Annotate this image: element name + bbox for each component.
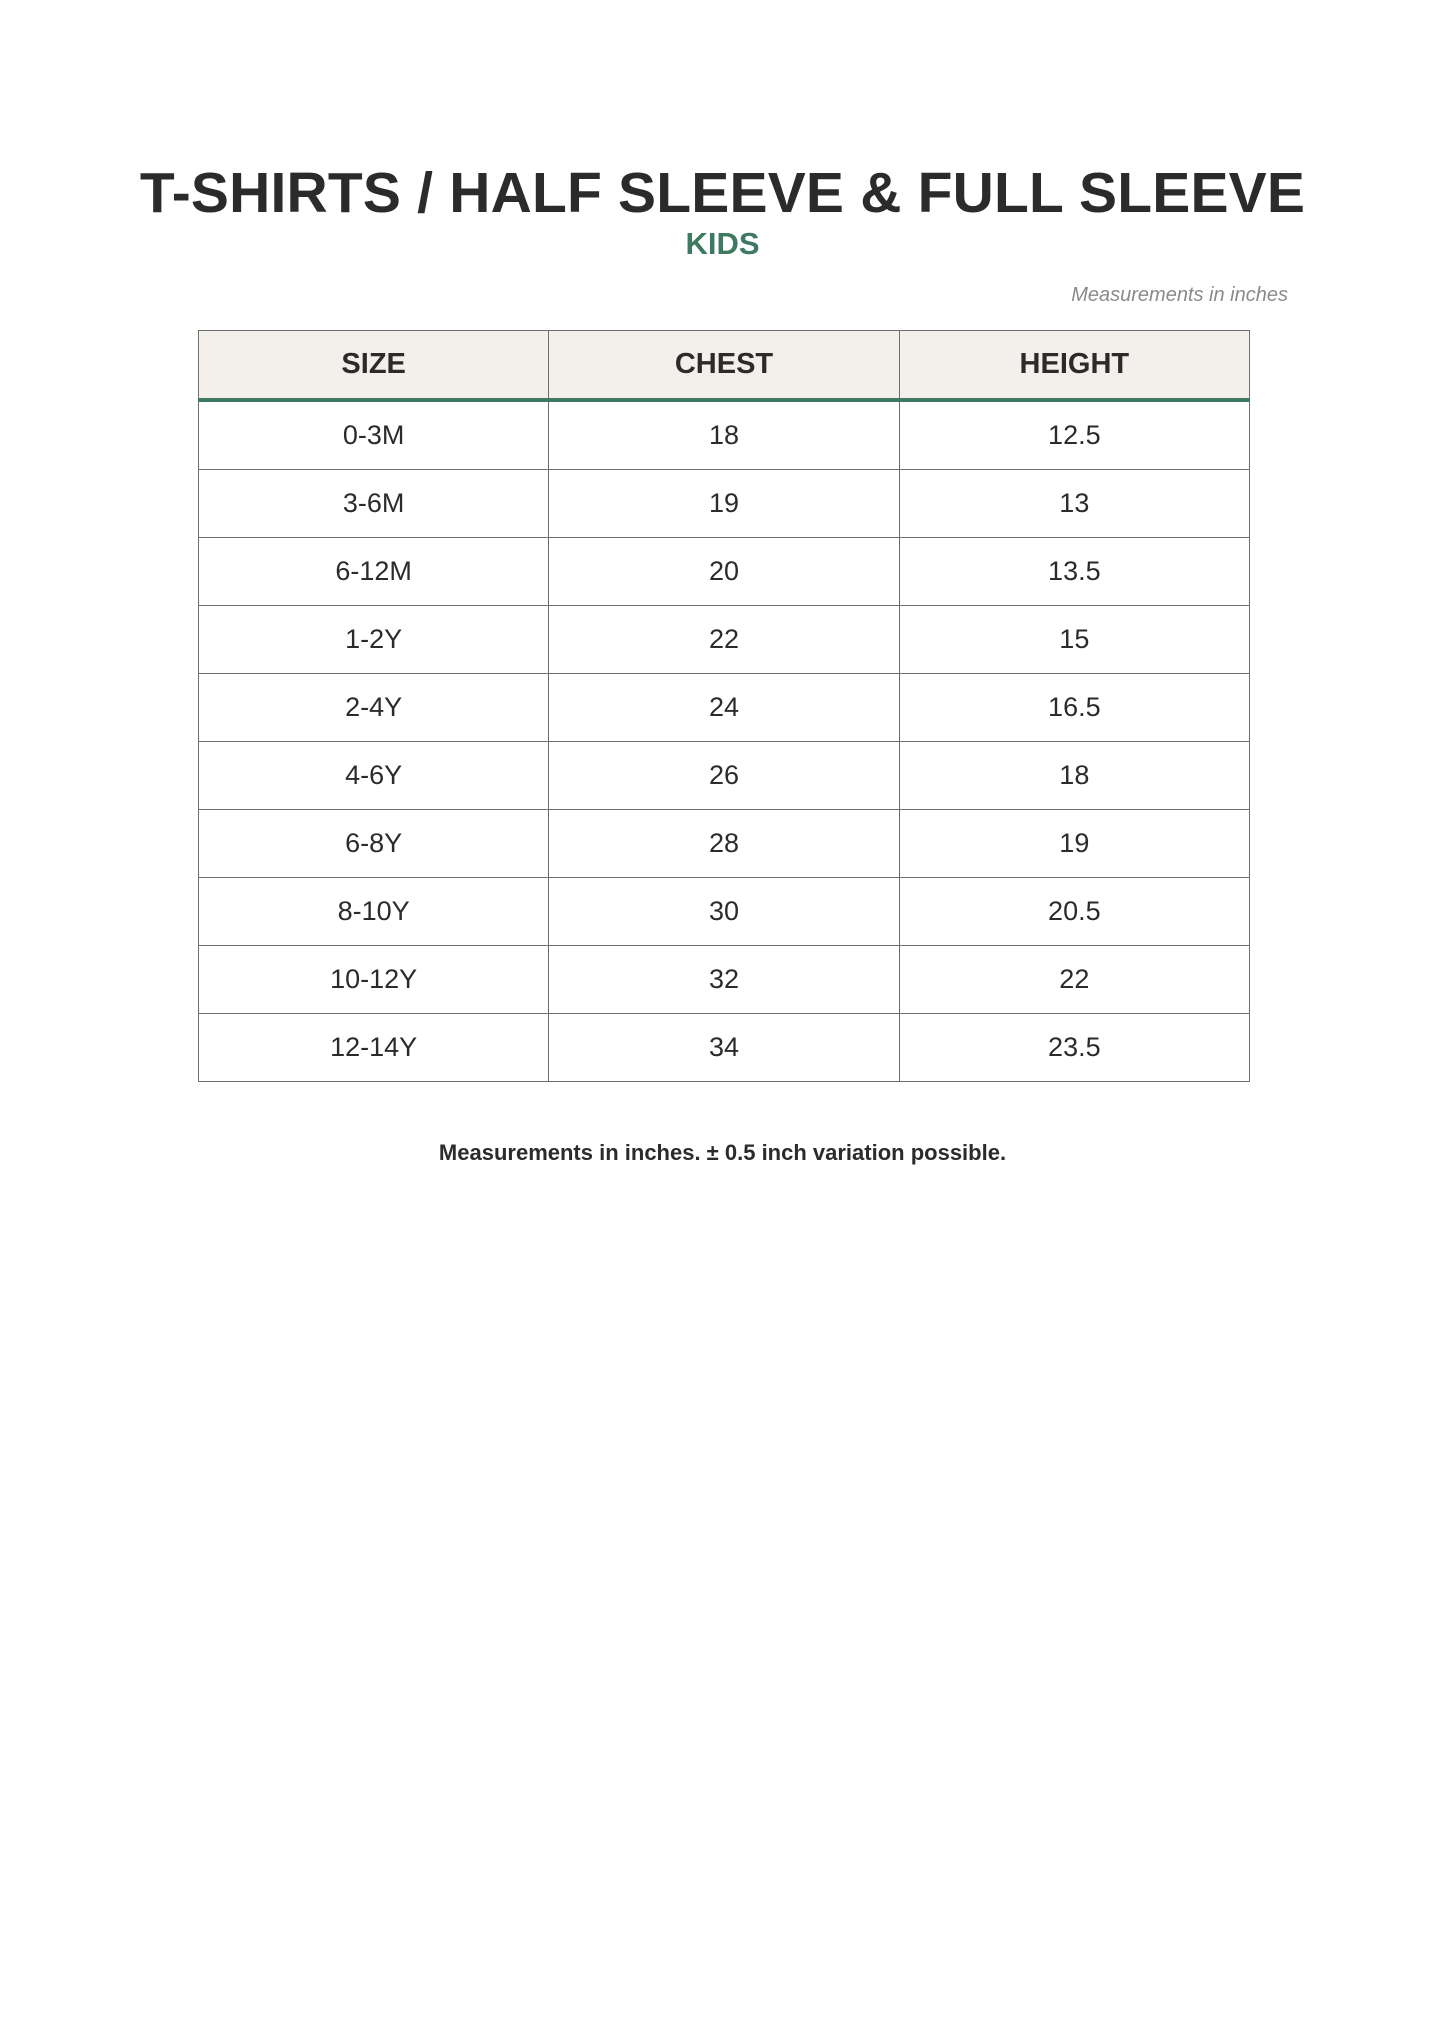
cell-height: 13.5 bbox=[899, 538, 1249, 606]
cell-size: 6-12M bbox=[199, 538, 549, 606]
cell-chest: 22 bbox=[549, 606, 899, 674]
footnote: Measurements in inches. ± 0.5 inch variation possible. bbox=[438, 1140, 1007, 1165]
cell-height: 22 bbox=[899, 946, 1249, 1014]
cell-height: 13 bbox=[899, 470, 1249, 538]
units-note: Measurements in inches bbox=[1071, 284, 1288, 306]
cell-chest: 19 bbox=[549, 470, 899, 538]
cell-size: 6-8Y bbox=[199, 810, 549, 878]
page-title: T-SHIRTS / HALF SLEEVE & FULL SLEEVE bbox=[139, 161, 1306, 225]
table-row bbox=[199, 674, 1250, 742]
cell-chest: 28 bbox=[549, 810, 899, 878]
cell-chest: 32 bbox=[549, 946, 899, 1014]
cell-chest: 20 bbox=[549, 538, 899, 606]
cell-size: 1-2Y bbox=[199, 606, 549, 674]
cell-chest: 18 bbox=[549, 400, 899, 470]
cell-height: 20.5 bbox=[899, 878, 1249, 946]
cell-chest: 34 bbox=[549, 1014, 899, 1082]
table-row bbox=[199, 742, 1250, 810]
cell-size: 12-14Y bbox=[199, 1014, 549, 1082]
cell-size: 8-10Y bbox=[199, 878, 549, 946]
cell-height: 23.5 bbox=[899, 1014, 1249, 1082]
table-header-row bbox=[199, 331, 1250, 401]
cell-height: 18 bbox=[899, 742, 1249, 810]
table-row bbox=[199, 538, 1250, 606]
table-row bbox=[199, 470, 1250, 538]
cell-size: 10-12Y bbox=[199, 946, 549, 1014]
table-row bbox=[199, 606, 1250, 674]
size-table bbox=[198, 330, 1250, 1082]
table-row bbox=[199, 946, 1250, 1014]
cell-height: 16.5 bbox=[899, 674, 1249, 742]
column-header-chest: CHEST bbox=[549, 331, 899, 401]
cell-size: 2-4Y bbox=[199, 674, 549, 742]
table-row bbox=[199, 1014, 1250, 1082]
table-row bbox=[199, 810, 1250, 878]
cell-chest: 26 bbox=[549, 742, 899, 810]
table-row bbox=[199, 878, 1250, 946]
cell-height: 12.5 bbox=[899, 400, 1249, 470]
cell-height: 19 bbox=[899, 810, 1249, 878]
cell-size: 3-6M bbox=[199, 470, 549, 538]
cell-height: 15 bbox=[899, 606, 1249, 674]
page-subtitle: KIDS bbox=[685, 226, 760, 261]
cell-chest: 30 bbox=[549, 878, 899, 946]
column-header-height: HEIGHT bbox=[899, 331, 1249, 401]
cell-size: 0-3M bbox=[199, 400, 549, 470]
cell-size: 4-6Y bbox=[199, 742, 549, 810]
column-header-size: SIZE bbox=[199, 331, 549, 401]
table-row bbox=[199, 400, 1250, 470]
cell-chest: 24 bbox=[549, 674, 899, 742]
